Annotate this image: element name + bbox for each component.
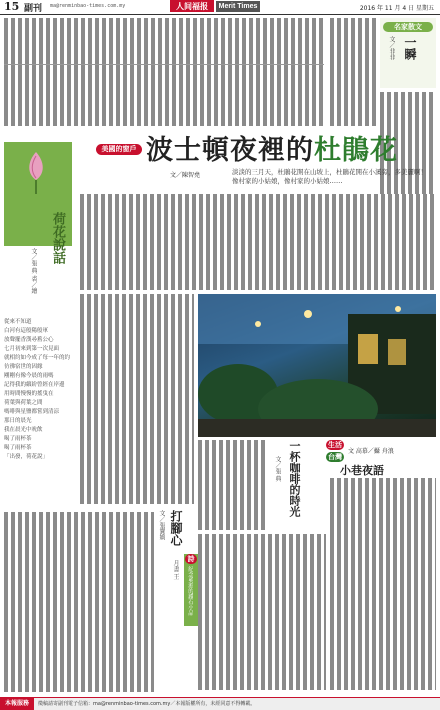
header-url[interactable]: ma@renminbao-times.com.my (50, 3, 126, 9)
life-tag: 生活 (328, 441, 342, 449)
bottom-left-body (4, 512, 154, 692)
coffee-article-body (198, 440, 268, 530)
poem-line: 用時間慢慢的搖曳在 (4, 391, 54, 397)
small-article-title: 打腳心 (169, 510, 183, 546)
poem-line: 剛剛有像今晨的雨嗎 (4, 373, 54, 379)
taiwan-body (330, 478, 436, 690)
yishu-text (330, 18, 376, 126)
poem-line: 放聲擺香漢尋舊公心 (4, 337, 54, 343)
article-title (146, 128, 398, 167)
lotus-title: 荷花說話 (50, 212, 65, 264)
subhead-line: 淡淡的三月天，杜鵑花開在山坡上，杜鵑花開在小溪旁，多美麗啊！ (232, 168, 427, 176)
coffee-article-byline: 文／張 典 (274, 456, 281, 482)
newspaper-logo: 人间福报 (170, 0, 214, 12)
poem-line: 白河有這般陽般軍 (4, 328, 49, 334)
taiwan-tag: 台灣 (328, 453, 342, 461)
poem-line: 我在晨光中吮飲 (4, 427, 43, 433)
article-title-emphasis: 杜鵑花 (314, 135, 398, 166)
article-title-main: 波士頓夜裡的 (146, 135, 314, 166)
yishu-title: 一瞬 (403, 36, 417, 60)
footer-label: 本報服務 (0, 698, 34, 710)
poem-line: 彷彿宿世的因緣 (4, 364, 43, 370)
small-article-byline: 文／張寶嬌 (158, 510, 165, 540)
article-kicker: 美國的窗戶 (96, 144, 142, 155)
poem-line: 七月初來到第一次見面 (4, 346, 60, 352)
yishu-byline: 文／非非 (388, 36, 395, 60)
lotus-byline: 文／張 典 裘／繪 (30, 248, 37, 294)
taiwan-title: 小巷夜語 (340, 464, 384, 477)
text-block-top-left (4, 18, 324, 126)
subhead-line: 像村家的小姑娘，像村家的小姑娘…… (232, 177, 343, 185)
section-name: 副刊 (24, 4, 43, 14)
poem-box-title: 紀念奚淞的鐵石小品 (187, 566, 193, 616)
poem-line: 喝了雨杯茶 (4, 436, 32, 442)
page-number: 15 (4, 0, 20, 13)
poem-line: 荷葉與荷葉之間 (4, 400, 43, 406)
poem-label: 詩 (185, 554, 197, 564)
page-footer (0, 697, 440, 710)
article-body-left (80, 294, 194, 504)
poem-line: 記得我的繽紛曾經在岸邊 (4, 382, 65, 388)
divider (4, 64, 324, 65)
poem-line: 從來不知道 (4, 319, 32, 325)
lotus-poem (4, 318, 76, 508)
article-body-upper (80, 194, 436, 290)
poem-line: 「出發，荷花說」 (4, 454, 49, 460)
poem-line: 那日的晨光 (4, 418, 32, 424)
poem-line: 就相約如今成了每一年的約 (4, 355, 71, 361)
lotus-flower-icon (22, 150, 50, 194)
poem-line: 嗎啡與星鹽都嘗到清涼 (4, 409, 60, 415)
night-cafe-photo (198, 294, 436, 437)
page-header (0, 0, 440, 15)
poem-line: 喝了雨杯茶 (4, 445, 32, 451)
footer-text: 徵稿請寄副刊電子信箱：ma@renminbao-times.com.my／本報版權所有，未經同意不得轉載。 (38, 701, 256, 707)
yishu-label: 名家散文 (383, 22, 433, 32)
poem-box-byline: 月書 王 (172, 560, 179, 580)
photo-scene (198, 294, 436, 437)
article-subhead (232, 168, 432, 186)
issue-date: 2016 年 11 月 4 日 星期五 (359, 5, 434, 12)
taiwan-byline: 文 高慕／攝 舟浪 (348, 448, 394, 455)
middle-body (198, 534, 326, 690)
article-byline: 文／陳智堯 (170, 172, 201, 179)
edition-badge: Merit Times (216, 1, 260, 12)
coffee-article-title: 一杯咖啡的時光 (288, 440, 301, 517)
